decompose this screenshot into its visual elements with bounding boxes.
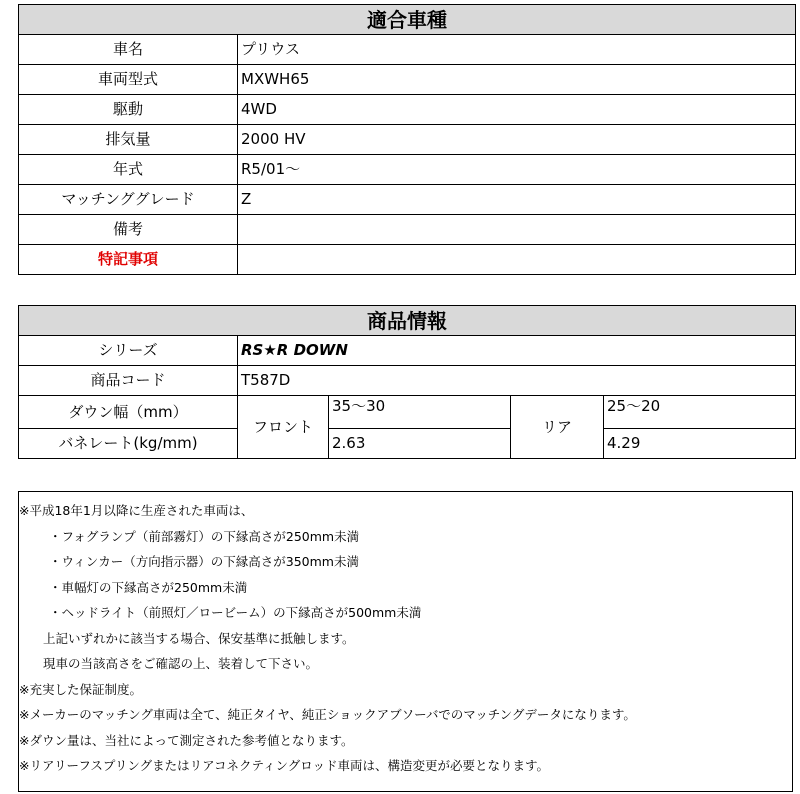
product-info-table xyxy=(18,305,796,459)
front-rate-value: 2.63 xyxy=(329,429,511,459)
product-code-value: T587D xyxy=(238,366,796,396)
model-code-value: MXWH65 xyxy=(238,65,796,95)
down-width-label: ダウン幅（mm） xyxy=(19,396,238,429)
car-name-value: プリウス xyxy=(238,35,796,65)
grade-label: マッチンググレード xyxy=(19,185,238,215)
vehicle-fitment-table xyxy=(18,4,796,275)
table-row xyxy=(19,336,796,366)
model-code-label: 車両型式 xyxy=(19,65,238,95)
note-line: ・ヘッドライト（前照灯／ロービーム）の下縁高さが500mm未満 xyxy=(49,605,422,620)
product-code-label: 商品コード xyxy=(19,366,238,396)
year-value: R5/01〜 xyxy=(238,155,796,185)
year-label: 年式 xyxy=(19,155,238,185)
rear-down-value: 25〜20 xyxy=(604,396,796,429)
series-label: シリーズ xyxy=(19,336,238,366)
spring-rate-label: バネレート(kg/mm) xyxy=(19,429,238,459)
note-line: ※メーカーのマッチング車両は全て、純正タイヤ、純正ショックアブソーバでのマッチングデータになります。 xyxy=(19,707,636,722)
product-table-title: 商品情報 xyxy=(19,306,796,336)
car-name-label: 車名 xyxy=(19,35,238,65)
table-row xyxy=(19,366,796,396)
displacement-label: 排気量 xyxy=(19,125,238,155)
drive-value: 4WD xyxy=(238,95,796,125)
note-line: 現車の当該高さをご確認の上、装着して下さい。 xyxy=(43,656,319,671)
table-row xyxy=(19,65,796,95)
note-line: ・車幅灯の下縁高さが250mm未満 xyxy=(49,579,248,595)
series-value: RS★R DOWN xyxy=(238,336,796,366)
vehicle-table-title: 適合車種 xyxy=(19,5,796,35)
note-line: ※ダウン量は、当社によって測定された参考値となります。 xyxy=(19,732,354,748)
table-row xyxy=(19,215,796,245)
displacement-value: 2000 HV xyxy=(238,125,796,155)
front-label: フロント xyxy=(238,396,329,459)
notes-box xyxy=(18,491,793,792)
table-row xyxy=(19,396,796,429)
table-row xyxy=(19,245,796,275)
drive-label: 駆動 xyxy=(19,95,238,125)
remarks-value xyxy=(238,215,796,245)
table-row xyxy=(19,429,796,459)
table-row xyxy=(19,185,796,215)
remarks-label: 備考 xyxy=(19,215,238,245)
note-line: ・フォグランプ（前部霧灯）の下縁高さが250mm未満 xyxy=(49,528,360,544)
rear-rate-value: 4.29 xyxy=(604,429,796,459)
special-notes-label: 特記事項 xyxy=(19,245,238,275)
special-notes-value xyxy=(238,245,796,275)
grade-value: Z xyxy=(238,185,796,215)
note-line: ※リアリーフスプリングまたはリアコネクティングロッド車両は、構造変更が必要となります。 xyxy=(19,758,549,773)
table-row xyxy=(19,125,796,155)
table-row xyxy=(19,155,796,185)
table-row xyxy=(19,35,796,65)
note-line: ・ウィンカー（方向指示器）の下縁高さが350mm未満 xyxy=(49,554,359,569)
rear-label: リア xyxy=(511,396,604,459)
note-line: ※平成18年1月以降に生産された車両は、 xyxy=(19,503,254,518)
note-line: 上記いずれかに該当する場合、保安基準に抵触します。 xyxy=(43,630,355,646)
table-row xyxy=(19,95,796,125)
front-down-value: 35〜30 xyxy=(329,396,511,429)
note-line: ※充実した保証制度。 xyxy=(19,681,142,697)
